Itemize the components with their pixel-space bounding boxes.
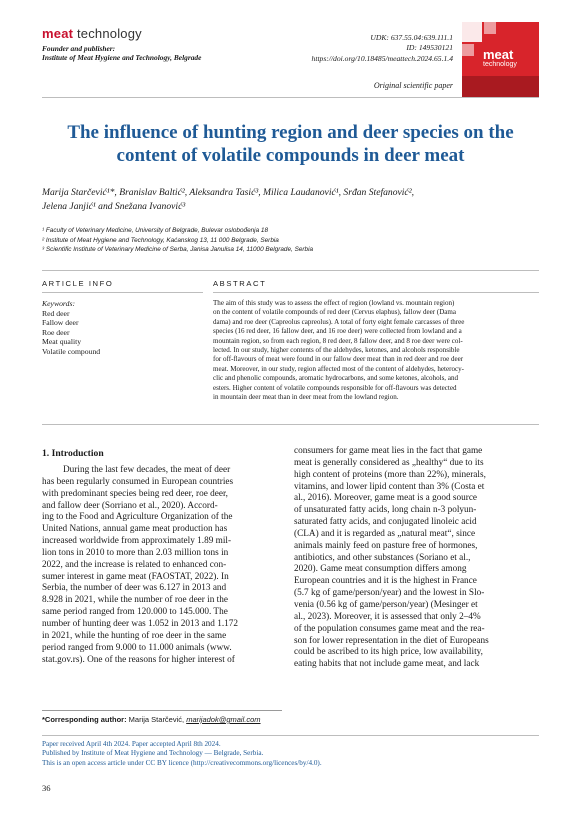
affiliations bbox=[42, 226, 539, 255]
abstract-text bbox=[213, 299, 539, 402]
article-title bbox=[42, 121, 539, 167]
brand-technology: technology bbox=[73, 26, 142, 41]
cover-decoration bbox=[462, 44, 474, 56]
section-divider bbox=[42, 270, 539, 271]
abstract-heading: ABSTRACT bbox=[213, 279, 267, 288]
brand-meat: meat bbox=[42, 26, 74, 41]
section-divider bbox=[42, 424, 539, 425]
body-line: vitamins, and lower lipid content than 3% (Costa et bbox=[294, 481, 485, 492]
body-line: eating habits that not include game meat, and lack bbox=[294, 659, 480, 670]
intro-right-column bbox=[294, 446, 531, 671]
keyword-item: Volatile compound bbox=[42, 346, 101, 356]
cover-band bbox=[462, 76, 539, 98]
affiliation-item: ² Institute of Meat Hygiene and Technology, Kaćanskog 13, 11 000 Belgrade, Serbia bbox=[42, 236, 279, 244]
body-line: same period ranged from 120.000 to 145.000. The bbox=[42, 607, 228, 618]
footnote-divider bbox=[42, 710, 282, 711]
body-line: sumer interest in game meat (FAOSTAT, 2022). In bbox=[42, 571, 229, 582]
keywords-block bbox=[42, 299, 203, 357]
article-info-heading: ARTICLE INFO bbox=[42, 279, 114, 288]
body-line: Serbia, the number of deer was 6.127 in 2013 and bbox=[42, 583, 227, 594]
keywords-label: Keywords: bbox=[42, 299, 76, 308]
cover-subtitle: technology bbox=[483, 61, 517, 68]
received-accepted: Paper received April 4th 2024. Paper accepted April 8th 2024. bbox=[42, 740, 221, 748]
footnote-name: Marija Starčević, bbox=[126, 715, 187, 724]
affiliation-item: ¹ Faculty of Veterinary Medicine, University of Belgrade, Bulevar oslobođenja 18 bbox=[42, 227, 269, 234]
abstract-line: meat. Moreover, in our study, region affected most of the content of aldehydes, heterocy- bbox=[213, 364, 464, 373]
body-line: of unsaturated fatty acids, long chain n-3 polyun- bbox=[294, 505, 477, 516]
author-list bbox=[42, 186, 539, 213]
body-line: venia (0.56 kg of game/person/year) (Mesinger et bbox=[294, 599, 478, 610]
licence-statement[interactable]: This is an open access article under CC BY licence (http://creativecommons.org/licences/by/4.0). bbox=[42, 758, 322, 767]
cover-title: meat bbox=[483, 47, 514, 62]
body-line: al., 2023). Moreover, it is assessed that only 2–4% bbox=[294, 611, 481, 622]
body-line: During the last few decades, the meat of deer bbox=[63, 465, 231, 475]
body-line: with predominant species being red deer, roe deer, bbox=[42, 488, 228, 499]
body-line: in 2021, while the hunting of roe deer in the same bbox=[42, 630, 227, 641]
body-line: European countries and it is the highest in France bbox=[294, 576, 477, 587]
publisher-label: Founder and publisher: bbox=[42, 44, 116, 53]
doi-link[interactable]: https://doi.org/10.18485/meattech.2024.65.1.4 bbox=[311, 53, 453, 63]
abstract-line: lected. In our study, higher contents of the aldehydes, ketones, and alcohols responsible bbox=[213, 346, 460, 355]
body-line: al., 2016). Moreover, game meat is a good source bbox=[294, 493, 478, 504]
publisher-statement: Published by Institute of Meat Hygiene and Technology — Belgrade, Serbia. bbox=[42, 749, 264, 758]
body-line: high content of proteins (more than 22%), minerals, bbox=[294, 469, 486, 480]
keyword-item: Fallow deer bbox=[42, 318, 79, 328]
body-line: 2020). Game meat consumption differs among bbox=[294, 564, 467, 575]
body-line: has been regularly consumed in European countries bbox=[42, 476, 234, 487]
section-divider bbox=[213, 292, 539, 293]
keyword-item: Red deer bbox=[42, 308, 70, 318]
body-line: could be ascribed to its high price, low availability, bbox=[294, 647, 483, 658]
keyword-item: Meat quality bbox=[42, 337, 82, 347]
keyword-item: Roe deer bbox=[42, 327, 70, 337]
title-line: The influence of hunting region and deer species on the bbox=[67, 122, 514, 143]
footer-divider bbox=[42, 735, 539, 736]
affiliation-item: ³ Scientific Institute of Veterinary Medicine of Serba, Janisa Janulisa 14, 11000 Belgrade, Serbia bbox=[42, 246, 314, 254]
cover-decoration bbox=[484, 22, 496, 34]
body-line: son for lower representation in the diet of Europeans bbox=[294, 635, 489, 646]
article-id: ID: 149530121 bbox=[406, 43, 453, 53]
author-email-link[interactable]: marijadok@gmail.com bbox=[186, 715, 261, 724]
body-line: consumers for game meat lies in the fact that game bbox=[294, 446, 483, 456]
footnote-label: *Corresponding author: bbox=[42, 715, 127, 724]
body-line: animals mainly feed on pasture free of hormones, bbox=[294, 540, 478, 551]
publisher-block bbox=[42, 44, 201, 63]
abstract-line: esters. Higher content of volatile compounds responsible for off-flavours was detected bbox=[213, 383, 457, 392]
cover-decoration bbox=[462, 22, 482, 42]
authors-line: Marija Starčević¹*, Branislav Baltić², Aleksandra Tasić³, Milica Laudanović¹, Srđan Stefanović², bbox=[42, 187, 414, 198]
section-divider bbox=[42, 292, 203, 293]
body-line: (5.7 kg of game/person/year) and the lowest in Slo- bbox=[294, 588, 485, 599]
body-line: 2022, and the increase is related to enhanced con- bbox=[42, 559, 227, 570]
introduction-heading: 1. Introduction bbox=[42, 448, 104, 459]
body-line: meat is generally considered as „healthy“ due to its bbox=[294, 457, 484, 468]
journal-cover-thumbnail bbox=[462, 22, 539, 98]
abstract-line: dama) and roe deer (Capreolus capreolus). A total of forty eight female carcasses of three bbox=[213, 317, 465, 326]
udk-code: UDK: 637.55.04:639.111.1 bbox=[370, 33, 453, 42]
abstract-line: for off-flavours of meat were found in our fallow deer meat than in red deer and roe deer bbox=[213, 355, 464, 364]
body-line: (CLA) and it is regarded as „natural meat“, since bbox=[294, 528, 476, 539]
body-line: United Nations, annual game meat production has bbox=[42, 524, 228, 535]
authors-line: Jelena Janjić¹ and Snežana Ivanović³ bbox=[42, 200, 186, 212]
title-line: content of volatile compounds in deer meat bbox=[116, 145, 465, 166]
corresponding-author bbox=[42, 715, 261, 724]
body-line: and fallow deer (Sorriano et al., 2020). Accord- bbox=[42, 500, 218, 511]
abstract-line: on the content of volatile compounds of red deer (Cervus elaphus), fallow deer (Dama bbox=[213, 308, 457, 317]
document-type: Original scientific paper bbox=[373, 81, 453, 90]
body-line: 8.928 in 2021, while the number of roe deer in the bbox=[42, 595, 228, 606]
body-line: saturated fatty acids, and conjugated linoleic acid bbox=[294, 517, 477, 528]
abstract-line: clic and phenolic compounds, aromatic hydrocarbons, and some ketones, alcohols, and bbox=[213, 374, 459, 383]
body-line: stat.gov.rs). One of the reasons for higher interest of bbox=[42, 654, 235, 665]
body-line: of the population consumes game meat and the rea- bbox=[294, 623, 485, 634]
article-identifiers bbox=[312, 33, 453, 64]
publication-info bbox=[42, 740, 322, 768]
page-number: 36 bbox=[42, 783, 51, 793]
body-line: lion tons in 2010 to more than 2.03 million tons in bbox=[42, 547, 229, 558]
intro-left-column bbox=[42, 465, 279, 666]
body-line: period ranged from 9.000 to 11.000 animals (www. bbox=[42, 642, 232, 653]
body-line: increased worldwide from approximately 1.89 mil- bbox=[42, 536, 232, 547]
header-divider bbox=[42, 97, 539, 98]
body-line: number of hunting deer was 1.052 in 2013 and 1.172 bbox=[42, 618, 239, 629]
abstract-line: The aim of this study was to assess the effect of region (lowland vs. mountain region) bbox=[213, 299, 455, 307]
abstract-line: in mountain deer meat than in deer meat from the lowland region. bbox=[213, 393, 399, 402]
body-line: ing to the Food and Agriculture Organization of the bbox=[42, 512, 233, 523]
body-line: antibiotics, and other substances (Soriano et al., bbox=[294, 552, 471, 563]
abstract-line: mountain region, so from each region, 8 red deer, 8 fallow deer, and 8 roe deer were col- bbox=[213, 336, 463, 345]
journal-brand bbox=[42, 26, 142, 41]
abstract-line: species (16 red deer, 16 fallow deer, and 16 roe deer) were collected from lowland and a bbox=[213, 327, 462, 336]
publisher-name: Institute of Meat Hygiene and Technology, Belgrade bbox=[42, 53, 202, 63]
